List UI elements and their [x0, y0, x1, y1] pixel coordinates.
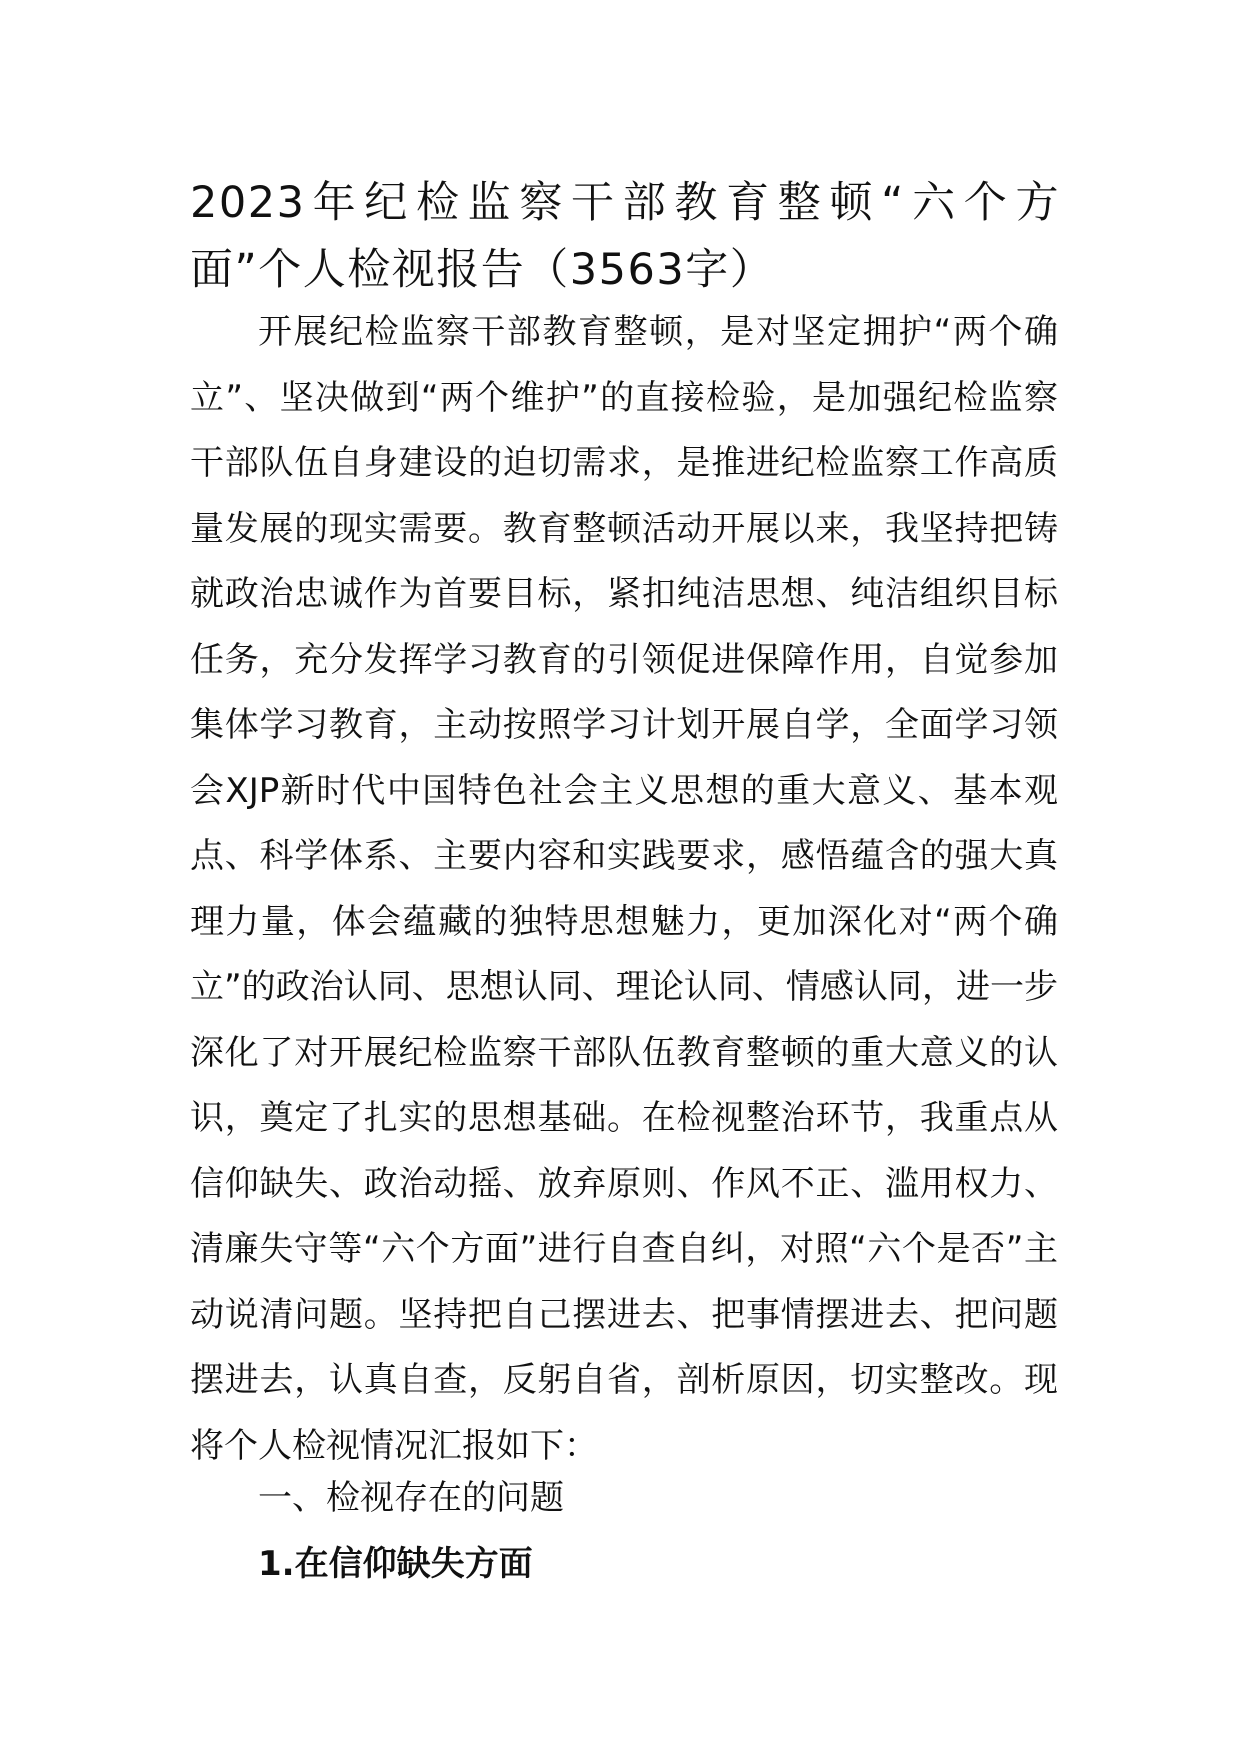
intro-paragraph: 开展纪检监察干部教育整顿，是对坚定拥护“两个确立”、坚决做到“两个维护”的直接检验，是加强纪检监察干部队伍自身建设的迫切需求，是推进纪检监察工作高质量发展的现实需要。教育整顿活动开展以来，我坚持把铸就政治忠诚作为首要目标，紧扣纯洁思想、纯洁组织目标任务，充分发挥学习教育的引领促进保障作用，自觉参加集体学习教育，主动按照学习计划开展自学，全面学习领会XJP新时代中国特色社会主义思想的重大意义、基本观点、科学体系、主要内容和实践要求，感悟蕴含的强大真理力量，体会蕴藏的独特思想魅力，更加深化对“两个确立”的政治认同、思想认同、理论认同、情感认同，进一步深化了对开展纪检监察干部队伍教育整顿的重大意义的认识，奠定了扎实的思想基础。在检视整治环节，我重点从信仰缺失、政治动摇、放弃原则、作风不正、滥用权力、清廉失守等“六个方面”进行自查自纠，对照“六个是否”主动说清问题。坚持把自己摆进去、把事情摆进去、把问题摆进去，认真自查，反躬自省，剖析原因，切实整改。现将个人检视情况汇报如下：: [190, 312, 1058, 1466]
document-title: 2023年纪检监察干部教育整顿“六个方面”个人检视报告（3563字）: [190, 178, 1060, 295]
sub-heading: 1.在信仰缺失方面: [258, 1544, 533, 1584]
section-heading: 一、检视存在的问题: [258, 1478, 564, 1518]
